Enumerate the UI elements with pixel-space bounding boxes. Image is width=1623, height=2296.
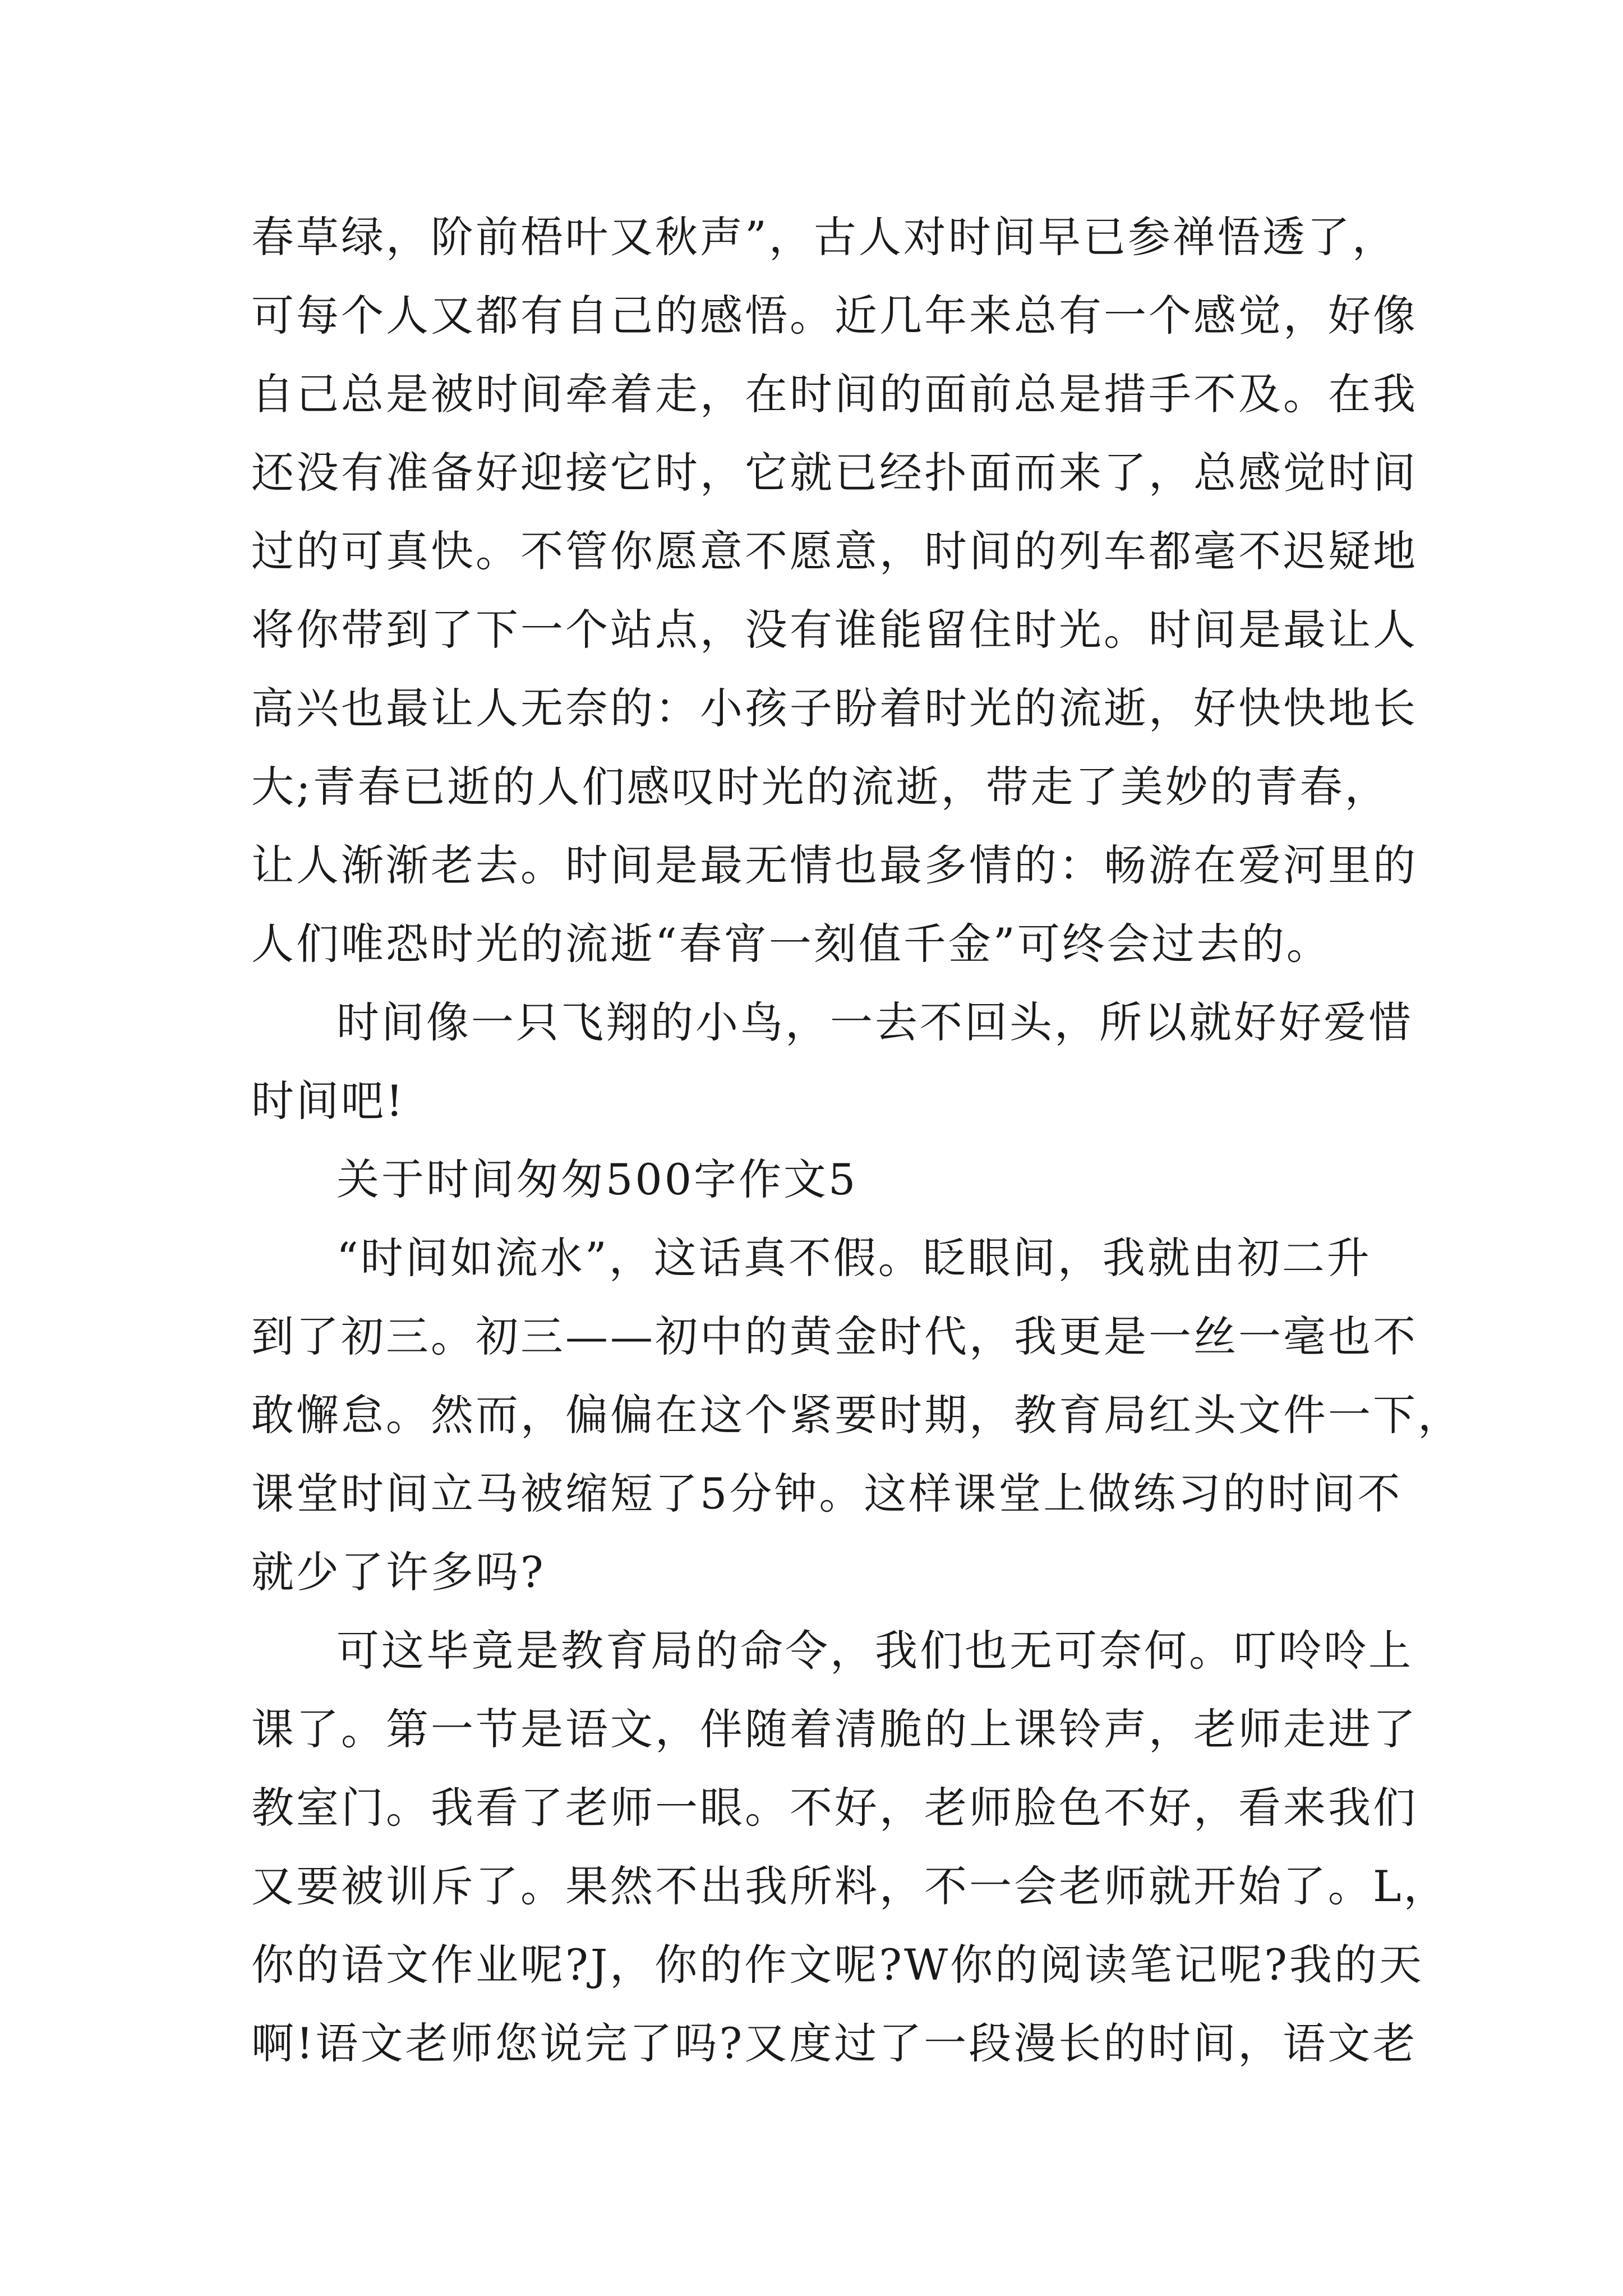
text-line: 时间吧!: [251, 1076, 405, 1126]
text-line: 自己总是被时间牵着走，在时间的面前总是措手不及。在我: [251, 369, 1418, 419]
text-line: 大;青春已逝的人们感叹时光的流逝，带走了美妙的青春，: [251, 762, 1390, 812]
text-line: 课堂时间立马被缩短了5分钟。这样课堂上做练习的时间不: [251, 1469, 1403, 1519]
text-line: 高兴也最让人无奈的：小孩子盼着时光的流逝，好快快地长: [251, 683, 1418, 733]
text-line: 将你带到了下一个站点，没有谁能留住时光。时间是最让人: [251, 605, 1418, 655]
text-line: 课了。第一节是语文，伴随着清脆的上课铃声，老师走进了: [251, 1704, 1418, 1754]
text-line: 就少了许多吗?: [251, 1547, 546, 1597]
paragraph-start-line: 可这毕竟是教育局的命令，我们也无可奈何。叮呤呤上: [336, 1626, 1413, 1676]
text-line: 让人渐渐老去。时间是最无情也最多情的：畅游在爱河里的: [251, 840, 1418, 890]
paragraph-start-line: 时间像一只飞翔的小鸟，一去不回头，所以就好好爱惜: [336, 997, 1413, 1047]
text-line: 敢懈怠。然而，偏偏在这个紧要时期，教育局红头文件一下，: [251, 1390, 1463, 1440]
text-line: 还没有准备好迎接它时，它就已经扑面而来了，总感觉时间: [251, 448, 1418, 498]
text-line: 可每个人又都有自己的感悟。近几年来总有一个感觉，好像: [251, 291, 1418, 341]
paragraph-start-line: “时间如流水”，这话真不假。眨眼间，我就由初二升: [336, 1233, 1372, 1283]
text-line: 春草绿，阶前梧叶又秋声”，古人对时间早已参禅悟透了，: [251, 212, 1397, 262]
text-line: 你的语文作业呢?J，你的作文呢?W你的阅读笔记呢?我的天: [251, 1940, 1424, 1990]
text-line: 又要被训斥了。果然不出我所料，不一会老师就开始了。L，: [251, 1861, 1449, 1911]
section-heading: 关于时间匆匆500字作文5: [336, 1154, 858, 1204]
text-line: 啊!语文老师您说完了吗?又度过了一段漫长的时间，语文老: [251, 2018, 1418, 2068]
text-line: 教室门。我看了老师一眼。不好，老师脸色不好，看来我们: [251, 1783, 1418, 1833]
text-line: 到了初三。初三——初中的黄金时代，我更是一丝一毫也不: [251, 1312, 1418, 1361]
text-line: 过的可真快。不管你愿意不愿意，时间的列车都毫不迟疑地: [251, 526, 1418, 576]
text-line: 人们唯恐时光的流逝“春宵一刻值千金”可终会过去的。: [251, 919, 1331, 969]
